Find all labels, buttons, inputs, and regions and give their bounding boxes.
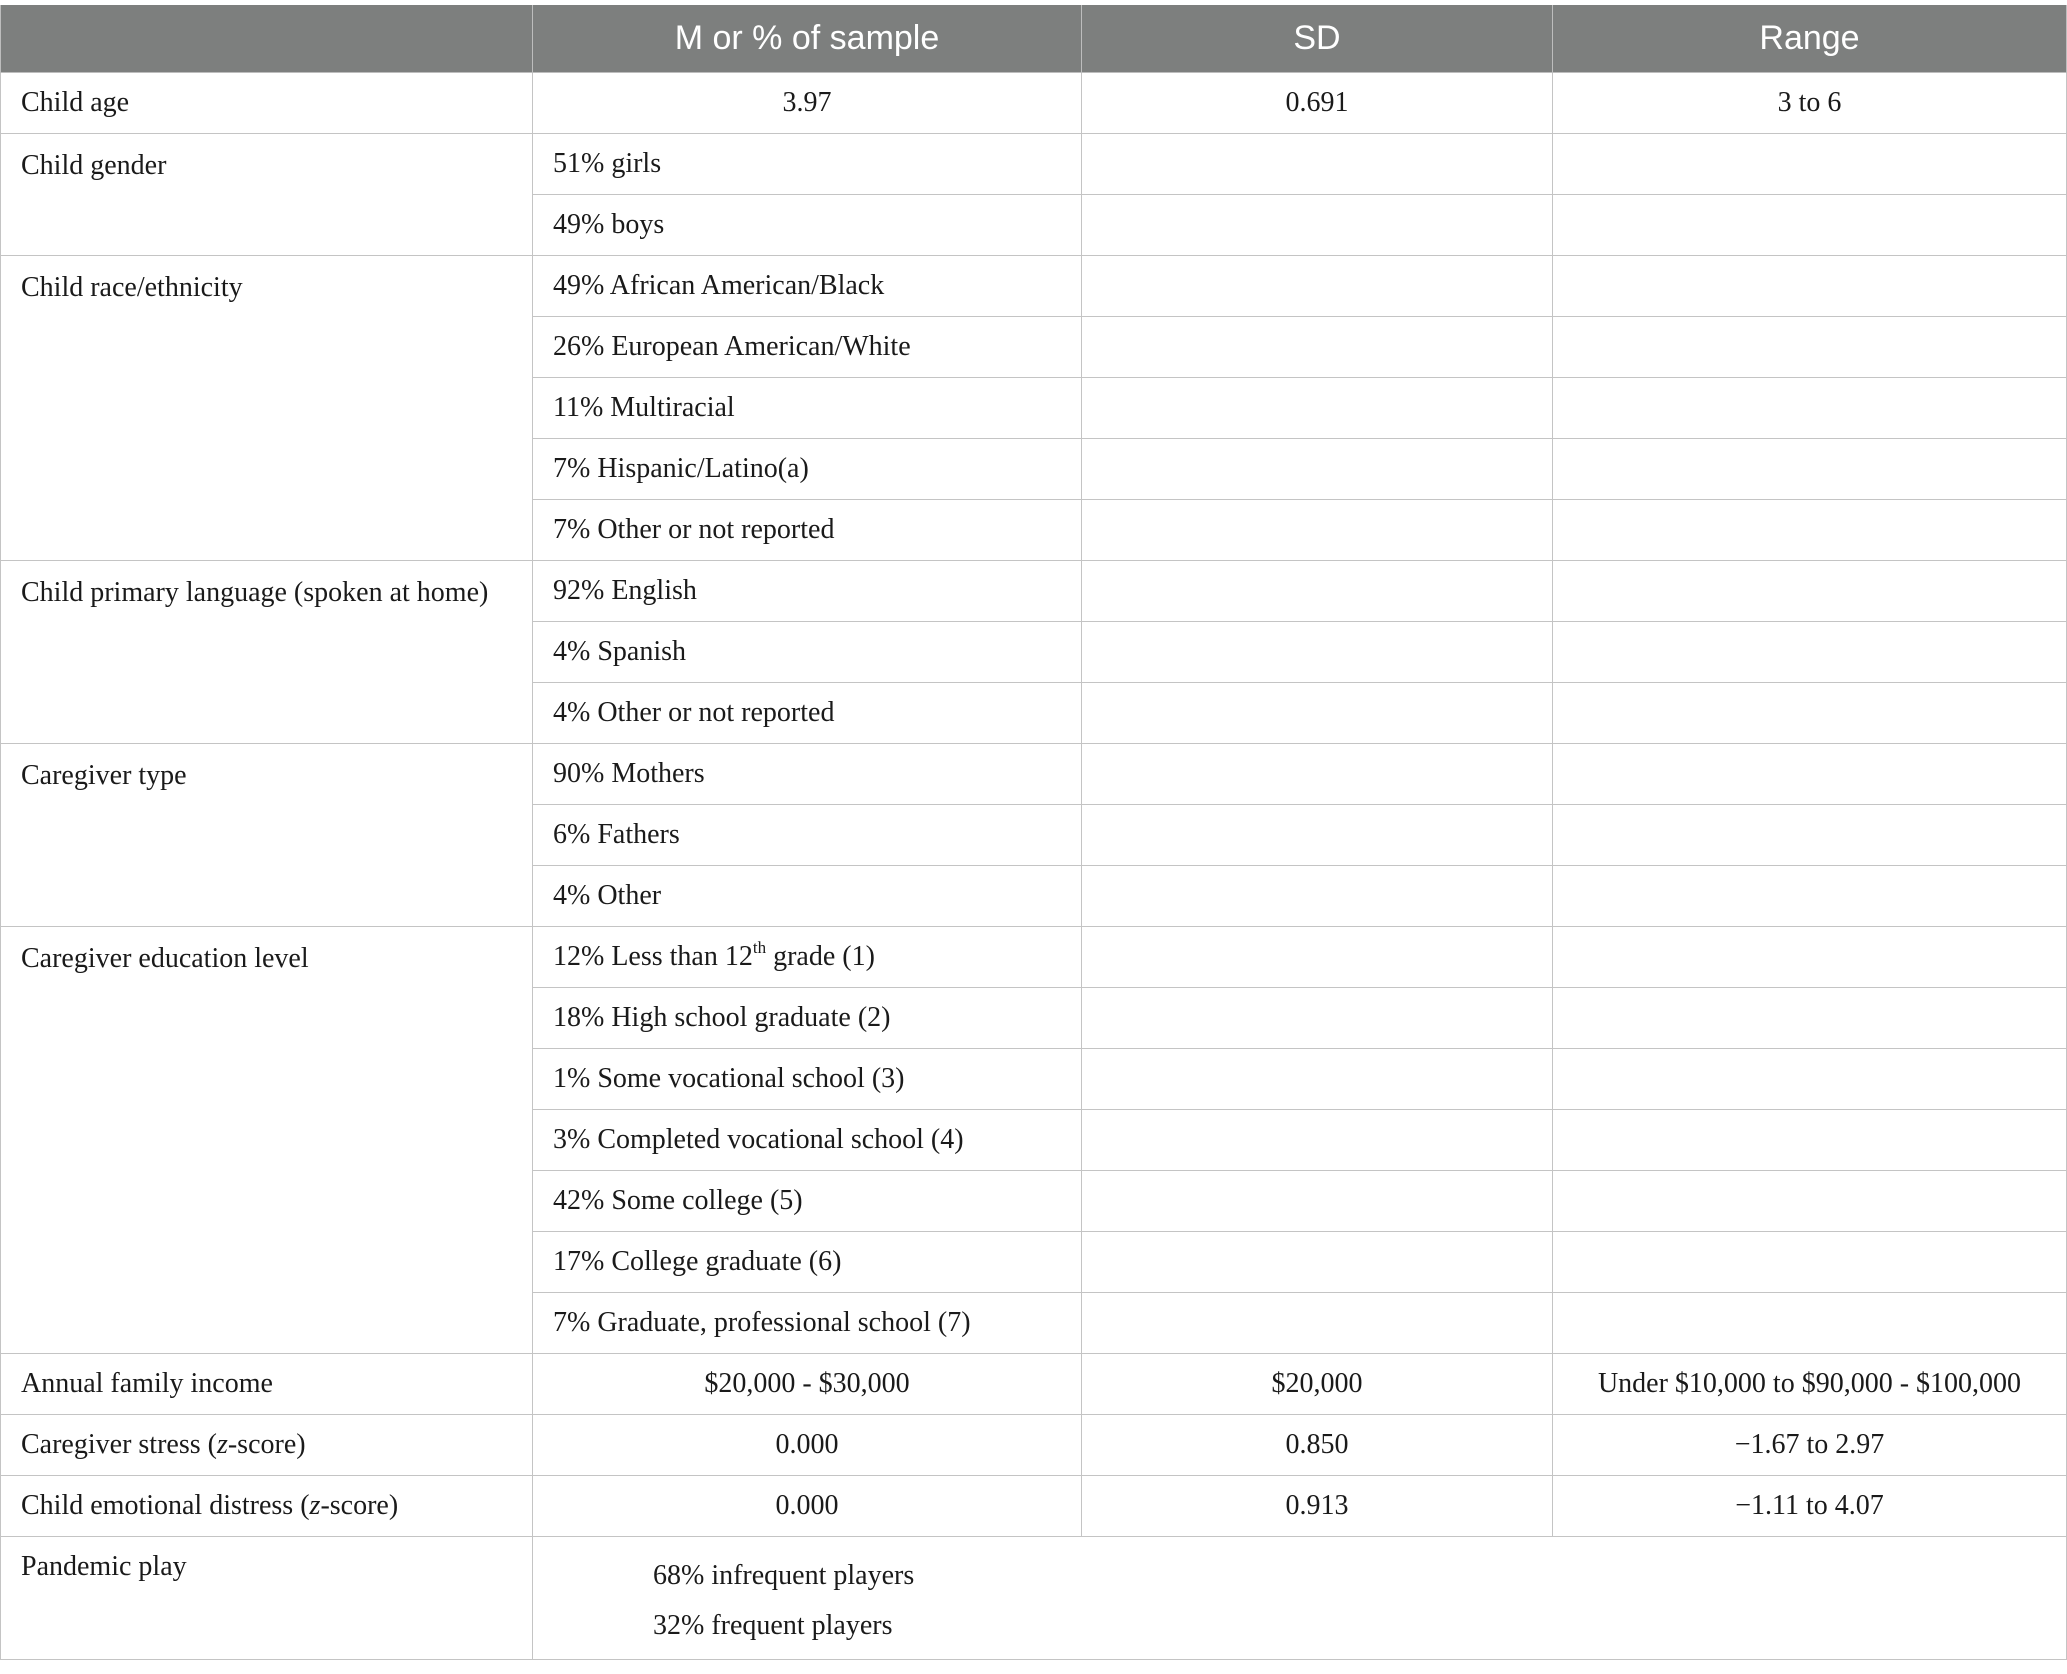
cell-caregiver-stress-m: 0.000 <box>533 1415 1082 1476</box>
cell-item: 51% girls <box>533 134 1082 195</box>
label-italic: z <box>309 1490 321 1521</box>
header-row <box>1 5 2067 73</box>
row-label-child-language: Child primary language (spoken at home) <box>1 561 533 744</box>
row-label-income: Annual family income <box>1 1354 533 1415</box>
cell-empty <box>1553 561 2067 622</box>
pandemic-play-list <box>553 1551 2046 1651</box>
cell-child-distress-m: 0.000 <box>533 1476 1082 1537</box>
cell-empty <box>1553 317 2067 378</box>
row-label-child-distress <box>1 1476 533 1537</box>
list-item: 32% frequent players <box>653 1610 893 1641</box>
cell-item: 7% Hispanic/Latino(a) <box>533 439 1082 500</box>
cell-empty <box>1082 439 1553 500</box>
table-row <box>1 1476 2067 1537</box>
header-blank <box>1 5 533 73</box>
cell-item: 17% College graduate (6) <box>533 1232 1082 1293</box>
header-sd: SD <box>1082 5 1553 73</box>
cell-income-range: Under $10,000 to $90,000 - $100,000 <box>1553 1354 2067 1415</box>
cell-empty <box>1082 1171 1553 1232</box>
cell-child-age-range: 3 to 6 <box>1553 73 2067 134</box>
table-row <box>1 73 2067 134</box>
label-prefix: Caregiver stress ( <box>21 1429 217 1460</box>
row-label-child-gender: Child gender <box>1 134 533 256</box>
cell-empty <box>1082 744 1553 805</box>
education-item-prefix: 12% Less than 12 <box>553 941 753 972</box>
cell-empty <box>1082 988 1553 1049</box>
cell-empty <box>1553 1110 2067 1171</box>
table-row <box>1 1415 2067 1476</box>
cell-item: 7% Graduate, professional school (7) <box>533 1293 1082 1354</box>
cell-empty <box>1553 195 2067 256</box>
cell-caregiver-stress-sd: 0.850 <box>1082 1415 1553 1476</box>
cell-empty <box>1553 439 2067 500</box>
cell-empty <box>1553 927 2067 988</box>
cell-empty <box>1082 134 1553 195</box>
demographics-table <box>0 5 2067 1660</box>
cell-item: 6% Fathers <box>533 805 1082 866</box>
cell-item: 26% European American/White <box>533 317 1082 378</box>
row-label-child-age: Child age <box>1 73 533 134</box>
cell-empty <box>1082 317 1553 378</box>
table-row <box>1 1354 2067 1415</box>
label-suffix: -score) <box>227 1429 306 1460</box>
cell-empty <box>1553 378 2067 439</box>
cell-empty <box>1082 866 1553 927</box>
row-label-caregiver-education: Caregiver education level <box>1 927 533 1354</box>
cell-empty <box>1082 500 1553 561</box>
cell-empty <box>1082 622 1553 683</box>
cell-item: 4% Spanish <box>533 622 1082 683</box>
cell-empty <box>1082 927 1553 988</box>
row-label-pandemic-play: Pandemic play <box>1 1537 533 1660</box>
education-item-superscript: th <box>752 938 767 957</box>
cell-empty <box>1082 195 1553 256</box>
cell-item: 4% Other or not reported <box>533 683 1082 744</box>
label-italic: z <box>216 1429 228 1460</box>
cell-empty <box>1082 1293 1553 1354</box>
cell-item: 11% Multiracial <box>533 378 1082 439</box>
cell-child-age-m: 3.97 <box>533 73 1082 134</box>
cell-pandemic-play <box>533 1537 2067 1660</box>
table-row <box>1 134 2067 195</box>
cell-empty <box>1553 805 2067 866</box>
cell-empty <box>1082 561 1553 622</box>
cell-empty <box>1553 1293 2067 1354</box>
cell-item: 92% English <box>533 561 1082 622</box>
cell-empty <box>1553 622 2067 683</box>
cell-empty <box>1553 1171 2067 1232</box>
cell-item: 4% Other <box>533 866 1082 927</box>
row-label-caregiver-type: Caregiver type <box>1 744 533 927</box>
table-row <box>1 256 2067 317</box>
cell-item: 49% boys <box>533 195 1082 256</box>
cell-empty <box>1553 988 2067 1049</box>
cell-empty <box>1082 683 1553 744</box>
label-prefix: Child emotional distress ( <box>21 1490 310 1521</box>
cell-item: 18% High school graduate (2) <box>533 988 1082 1049</box>
cell-item: 90% Mothers <box>533 744 1082 805</box>
cell-empty <box>1082 378 1553 439</box>
cell-empty <box>1553 500 2067 561</box>
cell-item: 3% Completed vocational school (4) <box>533 1110 1082 1171</box>
cell-empty <box>1553 256 2067 317</box>
table-row <box>1 1537 2067 1660</box>
list-item: 68% infrequent players <box>653 1560 915 1591</box>
cell-empty <box>1082 1049 1553 1110</box>
cell-empty <box>1553 683 2067 744</box>
cell-child-distress-sd: 0.913 <box>1082 1476 1553 1537</box>
cell-item: 1% Some vocational school (3) <box>533 1049 1082 1110</box>
cell-income-sd: $20,000 <box>1082 1354 1553 1415</box>
cell-caregiver-stress-range: −1.67 to 2.97 <box>1553 1415 2067 1476</box>
cell-item: 42% Some college (5) <box>533 1171 1082 1232</box>
cell-item <box>533 927 1082 988</box>
cell-empty <box>1553 1049 2067 1110</box>
cell-empty <box>1082 805 1553 866</box>
cell-empty <box>1553 744 2067 805</box>
table-row <box>1 927 2067 988</box>
cell-empty <box>1553 134 2067 195</box>
cell-empty <box>1553 1232 2067 1293</box>
cell-empty <box>1082 1232 1553 1293</box>
cell-income-m: $20,000 - $30,000 <box>533 1354 1082 1415</box>
header-range: Range <box>1553 5 2067 73</box>
table-row <box>1 744 2067 805</box>
table-row <box>1 561 2067 622</box>
cell-item: 49% African American/Black <box>533 256 1082 317</box>
education-item-suffix: grade (1) <box>766 941 875 972</box>
label-suffix: -score) <box>320 1490 399 1521</box>
row-label-caregiver-stress <box>1 1415 533 1476</box>
cell-empty <box>1082 1110 1553 1171</box>
cell-empty <box>1082 256 1553 317</box>
cell-item: 7% Other or not reported <box>533 500 1082 561</box>
row-label-child-race: Child race/ethnicity <box>1 256 533 561</box>
cell-child-age-sd: 0.691 <box>1082 73 1553 134</box>
header-m-or-percent: M or % of sample <box>533 5 1082 73</box>
cell-child-distress-range: −1.11 to 4.07 <box>1553 1476 2067 1537</box>
cell-empty <box>1553 866 2067 927</box>
